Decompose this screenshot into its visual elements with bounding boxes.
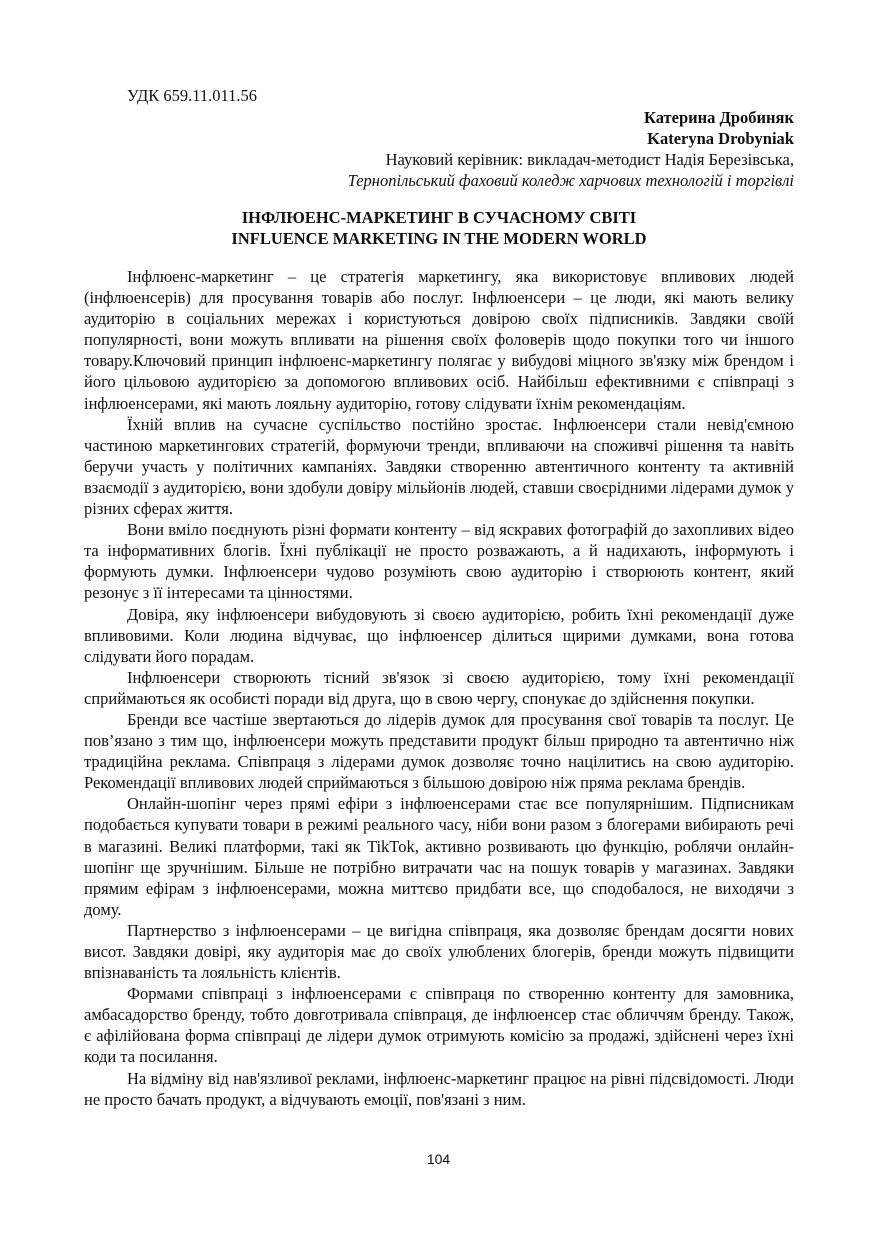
page-number: 104 [426,1151,451,1167]
author-name-en: Kateryna Drobyniak [647,129,794,148]
paragraph: На відміну від нав'язливої реклами, інфлюенс-маркетинг працює на рівні підсвідомості. Люди не просто бачать продукт, а відчувають емоції, пов'язані з ним. [84,1068,794,1109]
article-body [84,266,794,1110]
author-name-uk: Катерина Дробиняк [643,108,794,127]
institution-line: Тернопільський фаховий коледж харчових технологій і торгівлі [347,171,794,190]
paragraph: Інфлюенс-маркетинг – це стратегія маркетингу, яка використовує впливових людей (інфлюенсерів) для просування товарів або послуг. Інфлюенсери – це люди, які мають велику аудиторію в соціальних мережах і користуються довірою своїх підписників. Завдяки своїй популярності, вони можуть впливати на рішення своїх фоловерів щодо покупки того чи іншого товару.Ключовий принцип інфлюенс-маркетингу полягає у вибудові міцного зв'язку між брендом і його цільовою аудиторією за допомогою впливових осіб. Найбільш ефективними є співпраці з інфлюенсерами, які мають лояльну аудиторію, готову слідувати їхнім рекомендаціям. [84,267,794,413]
article-title [84,207,794,249]
paragraph: Партнерство з інфлюенсерами – це вигідна співпраця, яка дозволяє брендам досягти нових висот. Завдяки довірі, яку аудиторія має до своїх улюблених блогерів, бренди можуть підвищити впізнаваність та лояльність клієнтів. [84,920,794,983]
paragraph: Формами співпраці з інфлюенсерами є співпраця по створенню контенту для замовника, амбасадорство бренду, тобто довготривала співпраця, де інфлюенсер стає обличчям бренду. Також, є афілійована форма співпраці де лідери думок отримують комісію за продажі, здійснені через їхні коди та посилання. [84,984,794,1067]
supervisor-line: Науковий керівник: викладач-методист Надія Березівська, [385,150,794,169]
paragraph: Довіра, яку інфлюенсери вибудовують зі своєю аудиторією, робить їхні рекомендації дуже впливовими. Коли людина відчуває, що інфлюенсер ділиться щирими думками, вона готова слідувати його порадам. [84,604,794,666]
paragraph: Вони вміло поєднують різні формати контенту – від яскравих фотографій до захопливих відео та інформативних блогів. Їхні публікації не просто розважають, а й надихають, інформують і формують думки. Інфлюенсери чудово розуміють свою аудиторію і створюють контент, який резонує з її інтересами та цінностями. [84,520,794,603]
paragraph: Інфлюенсери створюють тісний зв'язок зі своєю аудиторією, тому їхні рекомендації сприймаються як особисті поради від друга, що в свою чергу, спонукає до здійснення покупки. [84,667,794,708]
udc-code: УДК 659.11.011.56 [127,86,258,105]
title-en: INFLUENCE MARKETING IN THE MODERN WORLD [231,229,647,248]
paragraph: Бренди все частіше звертаються до лідерів думок для просування свої товарів та послуг. Це пов’язано з тим що, інфлюенсери можуть представити продукт більш природно та автентично ніж традиційна реклама. Співпраця з лідерами думок дозволяє точно націлитись на свою аудиторію. Рекомендації впливових людей сприймаються з більшою довірою ніж пряма реклама брендів. [84,709,794,793]
title-uk: ІНФЛЮЕНС-МАРКЕТИНГ В СУЧАСНОМУ СВІТІ [241,208,637,227]
paragraph: Їхній вплив на сучасне суспільство постійно зростає. Інфлюенсери стали невід'ємною частиною маркетингових стратегій, формуючи тренди, впливаючи на споживчі рішення та навіть беручи участь у політичних кампаніях. Завдяки створенню автентичного контенту та активній взаємодії з аудиторією, вони здобули довіру мільйонів людей, ставши своєрідними лідерами думок у різних сферах життя. [84,414,794,519]
author-block [154,107,794,191]
paragraph: Онлайн-шопінг через прямі ефіри з інфлюенсерами стає все популярнішим. Підписникам подобається купувати товари в режимі реального часу, ніби вони разом з блогерами вибирають речі в магазині. Великі платформи, такі як TikTok, активно розвивають цю функцію, роблячи онлайн-шопінг ще зручнішим. Більше не потрібно витрачати час на пошук товарів у магазинах. Завдяки прямим ефірам з інфлюенсерами, можна миттєво придбати все, що сподобалося, не виходячи з дому. [84,794,794,919]
